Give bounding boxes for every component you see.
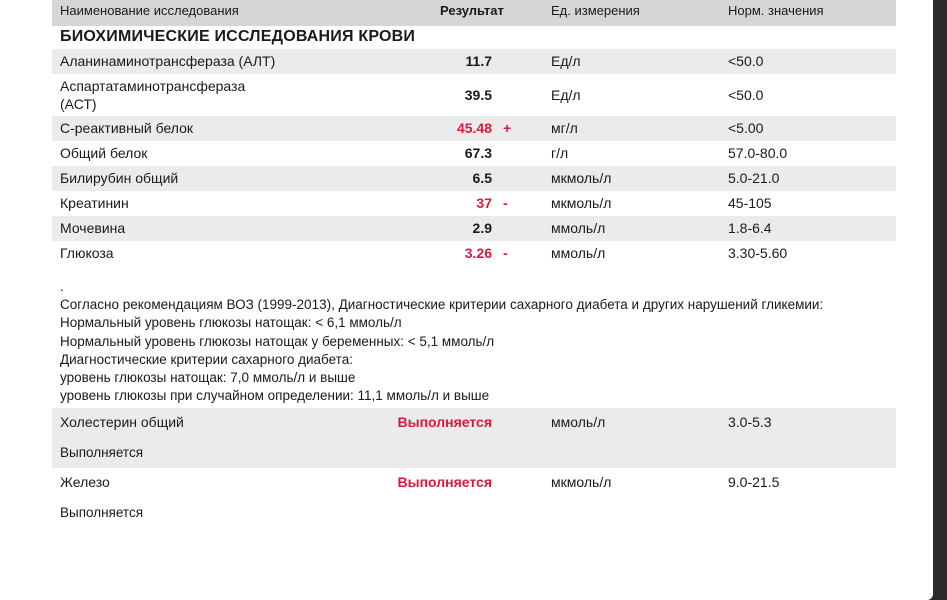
status-note: Выполняется [60, 505, 144, 520]
test-value: 11.7 [465, 53, 492, 69]
header-name: Наименование исследования [60, 3, 239, 18]
note-line: Нормальный уровень глюкозы натощак: < 6,1 ммоль/л [60, 315, 402, 331]
note-line: Нормальный уровень глюкозы натощак у беременных: < 5,1 ммоль/л [60, 333, 495, 349]
header-unit: Ед. измерения [551, 3, 640, 18]
test-value: 37 [476, 195, 492, 211]
table-row [52, 191, 896, 216]
table-row [52, 166, 896, 191]
table-header [52, 0, 896, 26]
glucose-note [60, 278, 823, 405]
test-norm: <5.00 [728, 120, 764, 136]
test-unit: г/л [551, 145, 569, 161]
test-unit: мкмоль/л [551, 170, 612, 186]
note-line: уровень глюкозы натощак: 7,0 ммоль/л и выше [60, 370, 356, 386]
status-note: Выполняется [60, 445, 144, 460]
table-row-pending [52, 408, 896, 468]
test-value: 45.48 [456, 120, 492, 136]
test-name: Глюкоза [60, 245, 114, 261]
test-value: 6.5 [472, 170, 492, 186]
abnormal-flag: - [503, 245, 508, 261]
test-value: 67.3 [464, 145, 492, 161]
table-row [52, 116, 896, 141]
header-norm: Норм. значения [728, 3, 824, 18]
table-row [52, 49, 896, 74]
abnormal-flag: - [503, 195, 508, 211]
test-norm: <50.0 [728, 87, 764, 103]
test-unit: мкмоль/л [551, 474, 612, 490]
note-dot: . [60, 279, 64, 294]
test-status: Выполняется [397, 414, 492, 430]
test-value: 39.5 [464, 87, 492, 103]
table-row-pending [52, 468, 896, 528]
test-name: Мочевина [60, 220, 126, 236]
test-unit: ммоль/л [551, 220, 606, 236]
test-name: Холестерин общий [60, 414, 184, 430]
test-norm: 3.0-5.3 [728, 414, 772, 430]
test-name-cont: (АСТ) [60, 96, 97, 112]
abnormal-flag: + [503, 120, 512, 136]
test-norm: 45-105 [728, 195, 772, 211]
test-name: Общий белок [60, 145, 148, 161]
test-norm: 1.8-6.4 [728, 220, 772, 236]
note-line: Согласно рекомендациям ВОЗ (1999-2013), Диагностические критерии сахарного диабета и других нарушений гликемии: [60, 297, 824, 313]
table-row [52, 74, 896, 116]
test-name: Аспартатаминотрансфераза [60, 78, 246, 94]
note-line: уровень глюкозы при случайном определении: 11,1 ммоль/л и выше [60, 388, 490, 404]
test-unit: мкмоль/л [551, 195, 612, 211]
test-value: 3.26 [464, 245, 492, 261]
scrollbar[interactable] [933, 0, 947, 600]
test-name: Аланинаминотрансфераза (АЛТ) [60, 53, 276, 69]
test-unit: ммоль/л [551, 414, 606, 430]
table-row [52, 241, 896, 266]
test-name: Креатинин [60, 195, 129, 211]
test-unit: Ед/л [551, 87, 581, 103]
test-unit: мг/л [551, 120, 578, 136]
test-unit: ммоль/л [551, 245, 606, 261]
section-title: БИОХИМИЧЕСКИЕ ИССЛЕДОВАНИЯ КРОВИ [60, 28, 416, 45]
test-norm: 9.0-21.5 [728, 474, 780, 490]
test-value: 2.9 [472, 220, 492, 236]
test-unit: Ед/л [551, 53, 581, 69]
test-norm: 3.30-5.60 [728, 245, 788, 261]
test-norm: 57.0-80.0 [728, 145, 788, 161]
table-row [52, 216, 896, 241]
test-status: Выполняется [397, 474, 492, 490]
test-norm: 5.0-21.0 [728, 170, 780, 186]
table-row [52, 141, 896, 166]
note-line: Диагностические критерии сахарного диабета: [60, 351, 353, 367]
test-name: С-реактивный белок [60, 120, 194, 136]
test-norm: <50.0 [728, 53, 764, 69]
test-name: Билирубин общий [60, 170, 179, 186]
test-name: Железо [60, 474, 110, 490]
header-result: Результат [440, 3, 504, 18]
